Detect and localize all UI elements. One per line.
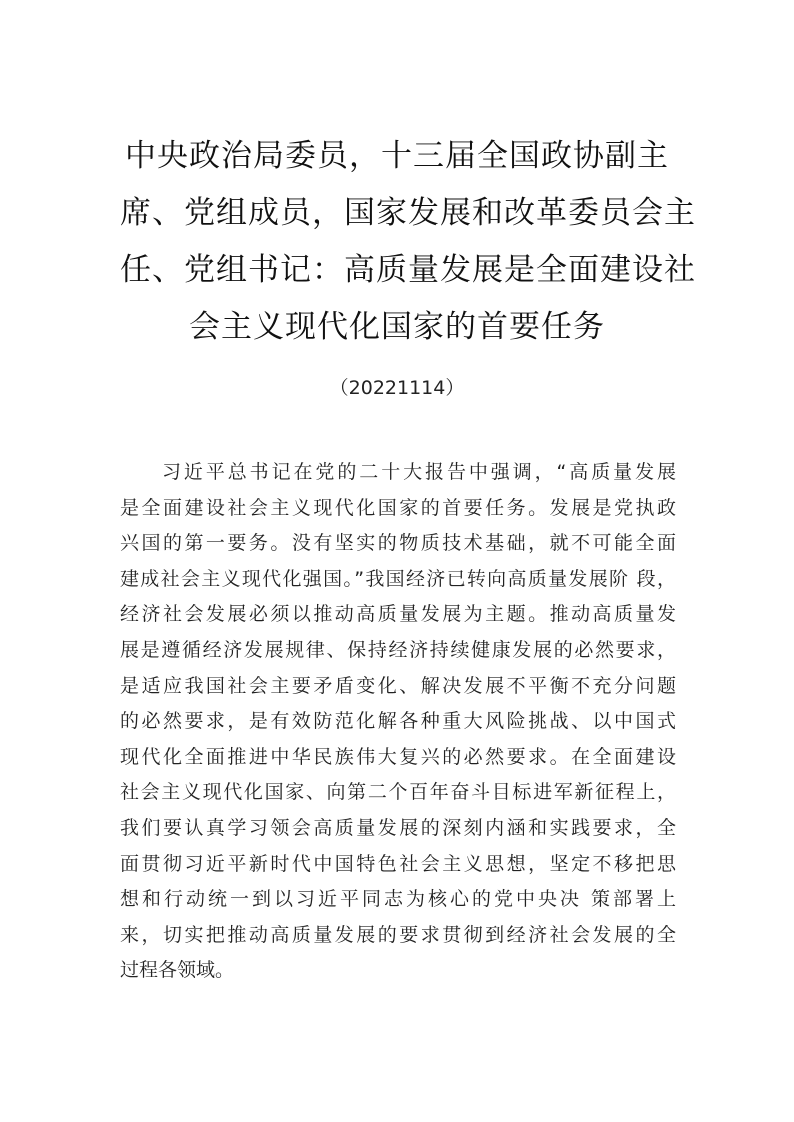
document-date: （20221114） (329, 377, 465, 399)
body-line: 兴国的第一要务。没有坚实的物质技术基础，就不可能全面 (120, 532, 676, 555)
body-line: 展是遵循经济发展规律、保持经济持续健康发展的必然要求， (120, 638, 676, 661)
body-line: 的必然要求，是有效防范化解各种重大风险挑战、以中国式 (120, 710, 676, 733)
body-paragraph (120, 455, 676, 989)
body-line: 想和行动统一到以习近平同志为核心的党中央决 策部署上 (120, 888, 676, 911)
body-line: 经济社会发展必须以推动高质量发展为主题。推动高质量发 (120, 603, 676, 626)
body-line: 来，切实把推动高质量发展的要求贯彻到经济社会发展的全 (120, 923, 676, 946)
body-line: 面贯彻习近平新时代中国特色社会主义思想，坚定不移把思 (120, 852, 676, 875)
body-line: 现代化全面推进中华民族伟大复兴的必然要求。在全面建设 (120, 745, 676, 768)
body-line: 社会主义现代化国家、向第二个百年奋斗目标进军新征程上， (120, 781, 676, 804)
title-line: 席、党组成员，国家发展和改革委员会主 (120, 195, 696, 231)
body-line: 建成社会主义现代化强国。”我国经济已转向高质量发展阶 段， (120, 567, 676, 590)
body-line: 是全面建设社会主义现代化国家的首要任务。发展是党执政 (120, 496, 676, 519)
document-title (120, 128, 696, 356)
title-line: 任、党组书记：高质量发展是全面建设社 (120, 252, 696, 288)
body-line: 是适应我国社会主要矛盾变化、解决发展不平衡不充分问题 (120, 674, 676, 697)
title-line: 会主义现代化国家的首要任务 (189, 309, 605, 345)
body-line: 我们要认真学习领会高质量发展的深刻内涵和实践要求，全 (120, 816, 676, 839)
body-line: 过程各领域。 (120, 959, 235, 982)
title-line: 中央政治局委员，十三届全国政协副主 (125, 138, 669, 174)
body-line: 习近平总书记在党的二十大报告中强调，“高质量发展 (162, 461, 676, 483)
